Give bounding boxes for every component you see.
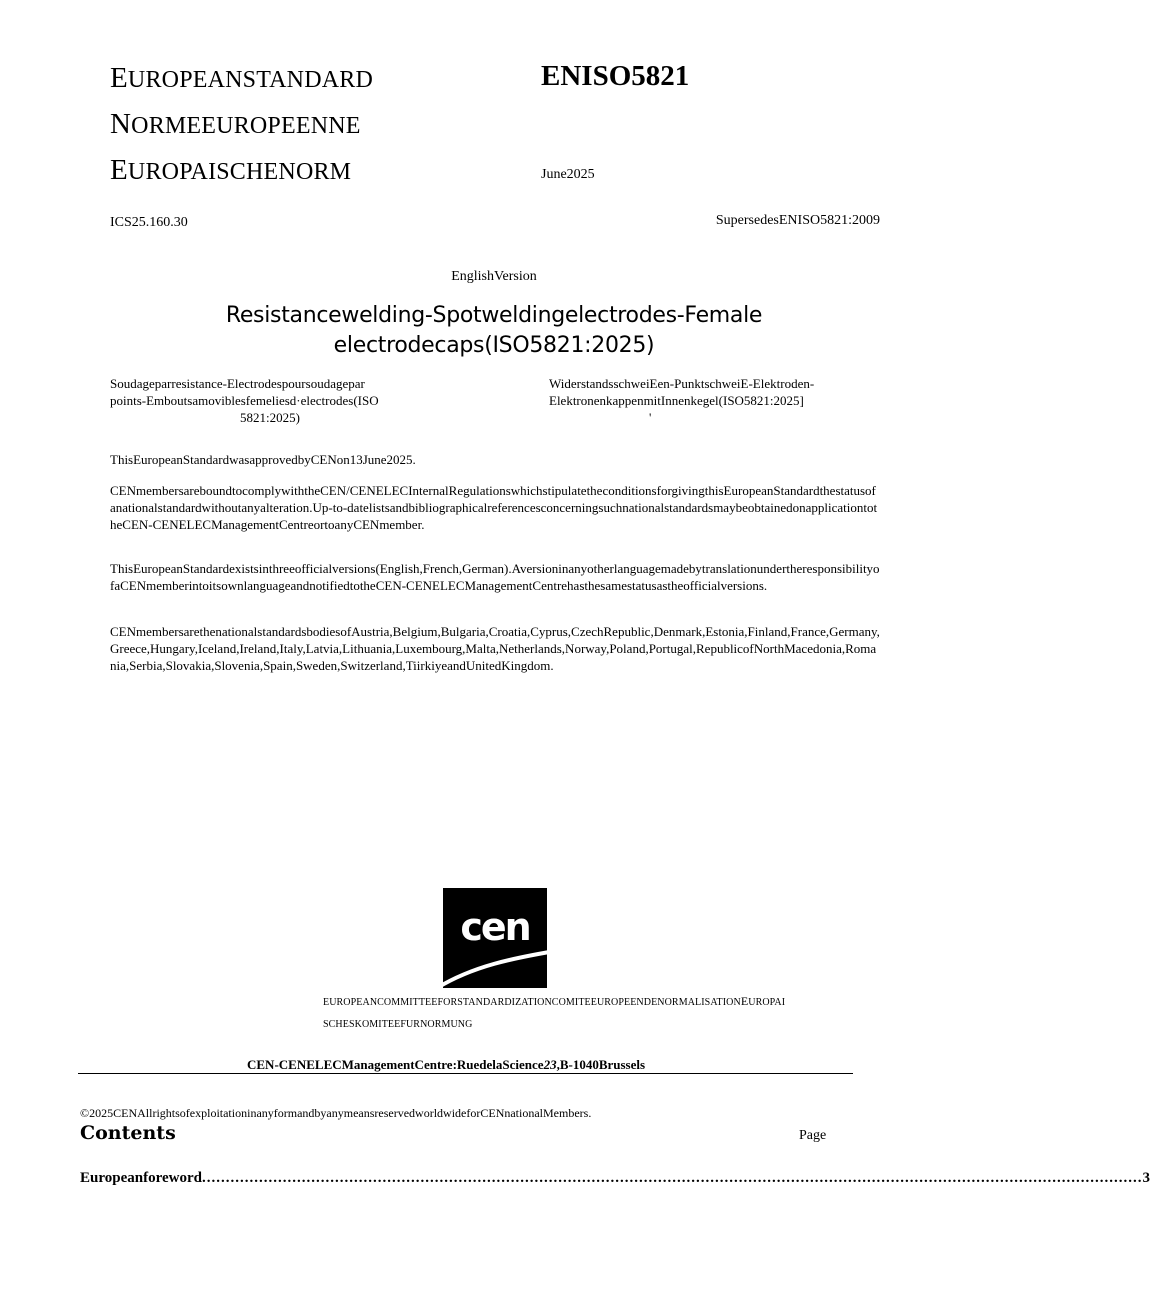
members-bound-paragraph: CENmembersareboundtocomplywiththeCEN/CENELECInternalRegulationswhichstipulatetheconditionsforgivingthisEuropeanStandardthestatusofanationalstandardwithoutanyalteration.Up-to-datelistsandbibliographicalreferencesconcerningsuchnationalstandardsmaybeobtainedonapplicationtotheCEN-CENELECManagementCentreortoanyCENmember. bbox=[110, 483, 878, 532]
ics-code: ICS25.160.30 bbox=[110, 215, 188, 230]
version-label: EnglishVersion bbox=[451, 269, 537, 284]
cen-logo-mark bbox=[443, 888, 547, 988]
standard-name-german: EUROPAISCHENORM bbox=[110, 154, 352, 186]
german-title: WiderstandsschweiEen-PunktschweiE-Elektroden- ElektronenkappenmitInnenkegel(ISO5821:2025] ' bbox=[549, 376, 815, 425]
members-list-paragraph: CENmembersarethenationalstandardsbodiesofAustria,Belgium,Bulgaria,Croatia,Cyprus,CzechRepublic,Denmark,Estonia,Finland,France,Germany,Greece,Hungary,Iceland,Ireland,Italy,Latvia,Lithuania,Luxembourg,Malta,Netherlands,Norway,Poland,Portugal,RepublicofNorthMacedonia,Romania,Serbia,Slovakia,Slovenia,Spain,Sweden,Switzerland,TiirkiyeandUnitedKingdom. bbox=[110, 624, 880, 673]
standard-name-french: NORMEEUROPEENNE bbox=[110, 108, 361, 140]
standard-number: ENISO5821 bbox=[541, 60, 690, 92]
publication-date: June2025 bbox=[541, 167, 595, 182]
french-title: Soudageparresistance-Electrodespoursoudagepar points-Emboutsamoviblesfemeliesd·electrodes(ISO 5821:2025) bbox=[110, 376, 379, 425]
horizontal-divider bbox=[78, 1073, 853, 1074]
toc-leader-dots: ...................................................................................................................................................................................................... bbox=[201, 1170, 1143, 1186]
contents-heading: Contents bbox=[80, 1122, 176, 1144]
approval-paragraph: ThisEuropeanStandardwasapprovedbyCENon13June2025. bbox=[110, 452, 416, 467]
toc-entry-european-foreword[interactable] bbox=[80, 1170, 1150, 1187]
standard-name-english: EUROPEANSTANDARD bbox=[110, 62, 374, 94]
supersedes-note: SupersedesENISO5821:2009 bbox=[715, 213, 880, 228]
management-centre-address: CEN-CENELECManagementCentre:RuedelaScience23,B-1040Brussels bbox=[247, 1057, 646, 1072]
copyright-notice: ©2025CENAllrightsofexploitationinanyformandbyanymeansreservedworldwideforCENnationalMembers. bbox=[80, 1106, 592, 1120]
cen-logo-swoosh bbox=[437, 950, 561, 988]
document-title: Resistancewelding-Spotweldingelectrodes-Female electrodecaps(ISO5821:2025) bbox=[225, 303, 763, 358]
committee-name: EUROPEANCOMMITTEEFORSTANDARDIZATIONCOMITEEUROPEENDENORMALISATIONEUROPAI SCHESKOMITEEFURNORMUNG bbox=[323, 994, 786, 1030]
toc-entry-label: Europeanforeword bbox=[80, 1170, 202, 1186]
official-versions-paragraph: ThisEuropeanStandardexistsinthreeofficialversions(English,French,German).AversioninanyotherlanguagemadebytranslationundertheresponsibilityofaCENmemberintoitsownlanguageandnotifiedtotheCEN-CENELECManagementCentrehasthesamestatusastheofficialversions. bbox=[110, 561, 880, 593]
cen-logo bbox=[443, 888, 547, 988]
page-column-label: Page bbox=[799, 1128, 827, 1143]
toc-entry-page: 3 bbox=[1142, 1170, 1150, 1186]
cen-logo-text: cen bbox=[460, 905, 530, 949]
